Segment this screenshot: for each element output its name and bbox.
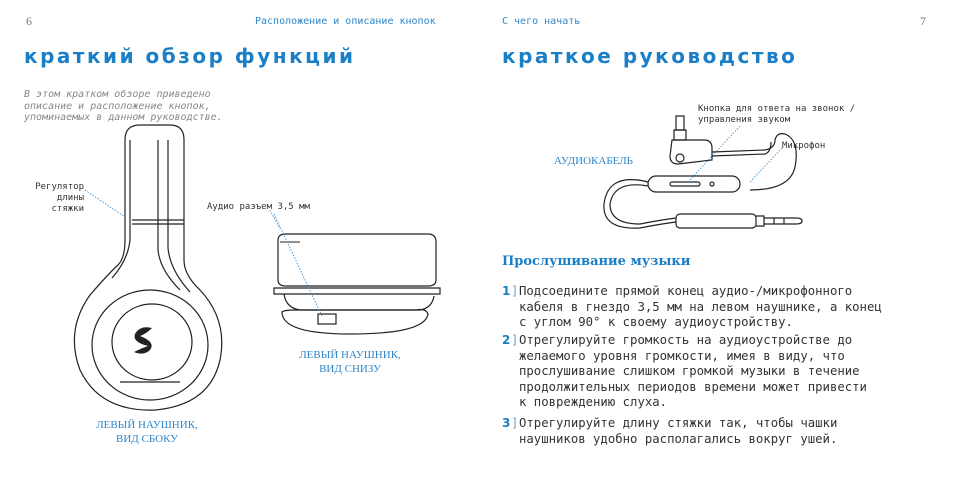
leader-lines-left xyxy=(80,185,280,325)
step-line: желаемого уровня громкости, имея в виду, что xyxy=(519,348,845,363)
intro-line: описание и расположение кнопок, xyxy=(24,100,211,112)
label-line: длины xyxy=(56,193,84,203)
step-line: прослушивание слишком громкой музыки в течение xyxy=(519,364,860,378)
caption-line: ВИД СБОКУ xyxy=(116,433,178,445)
right-page-number: 7 xyxy=(920,14,926,28)
step-text xyxy=(519,333,899,411)
step-2 xyxy=(502,333,922,413)
step-text xyxy=(519,416,899,447)
right-page-header: С чего начать xyxy=(502,16,581,27)
step-line: наушников удобно располагались вокруг ушей. xyxy=(519,431,838,446)
leader-line-jack xyxy=(270,210,330,320)
step-line: Отрегулируйте громкость на аудиоустройстве до xyxy=(519,333,853,347)
label-audio-cable: АУДИОКАБЕЛЬ xyxy=(554,155,633,167)
step-line: продолжительных периодов времени может привести xyxy=(519,379,867,394)
left-page-number: 6 xyxy=(26,14,32,28)
step-line: с углом 90° к своему аудиоустройству. xyxy=(519,315,793,329)
intro-line: В этом кратком обзоре приведено xyxy=(24,89,211,100)
caption-line: ЛЕВЫЙ НАУШНИК, xyxy=(299,349,401,361)
label-line: Регулятор xyxy=(35,182,84,192)
left-page-title: краткий обзор функций xyxy=(24,44,356,68)
leader-lines-right xyxy=(680,120,830,190)
caption-side-view xyxy=(82,418,212,446)
step-line: к повреждению слуха. xyxy=(519,395,668,409)
step-text xyxy=(519,284,899,331)
label-jack: Аудио разъем 3,5 мм xyxy=(207,202,310,212)
right-page-title: краткое руководство xyxy=(502,44,798,68)
step-number: 2 xyxy=(502,333,511,347)
left-page-header: Расположение и описание кнопок xyxy=(255,16,436,27)
caption-line: ВИД СНИЗУ xyxy=(319,363,381,375)
step-bracket: ] xyxy=(511,416,519,430)
intro-text xyxy=(24,89,223,124)
intro-line: упоминаемых в данном руководстве. xyxy=(24,112,223,123)
step-number: 1 xyxy=(502,284,511,298)
step-number: 3 xyxy=(502,416,511,430)
caption-line: ЛЕВЫЙ НАУШНИК, xyxy=(96,419,198,431)
caption-bottom-view xyxy=(285,348,415,376)
section-subhead: Прослушивание музыки xyxy=(502,254,691,269)
label-line: Кнопка для ответа на звонок / xyxy=(698,104,856,114)
label-line: управления звуком xyxy=(698,115,791,125)
label-mic: Микрофон xyxy=(782,141,826,151)
step-1 xyxy=(502,284,922,332)
step-bracket: ] xyxy=(511,333,519,347)
step-line: Отрегулируйте длину стяжки так, чтобы чашки xyxy=(519,416,838,430)
step-line: кабеля в гнездо 3,5 мм на левом наушнике, а конец xyxy=(519,299,882,314)
step-3 xyxy=(502,416,922,450)
label-line: стяжки xyxy=(51,204,84,214)
step-bracket: ] xyxy=(511,284,519,298)
step-line: Подсоедините прямой конец аудио-/микрофонного xyxy=(519,284,853,298)
